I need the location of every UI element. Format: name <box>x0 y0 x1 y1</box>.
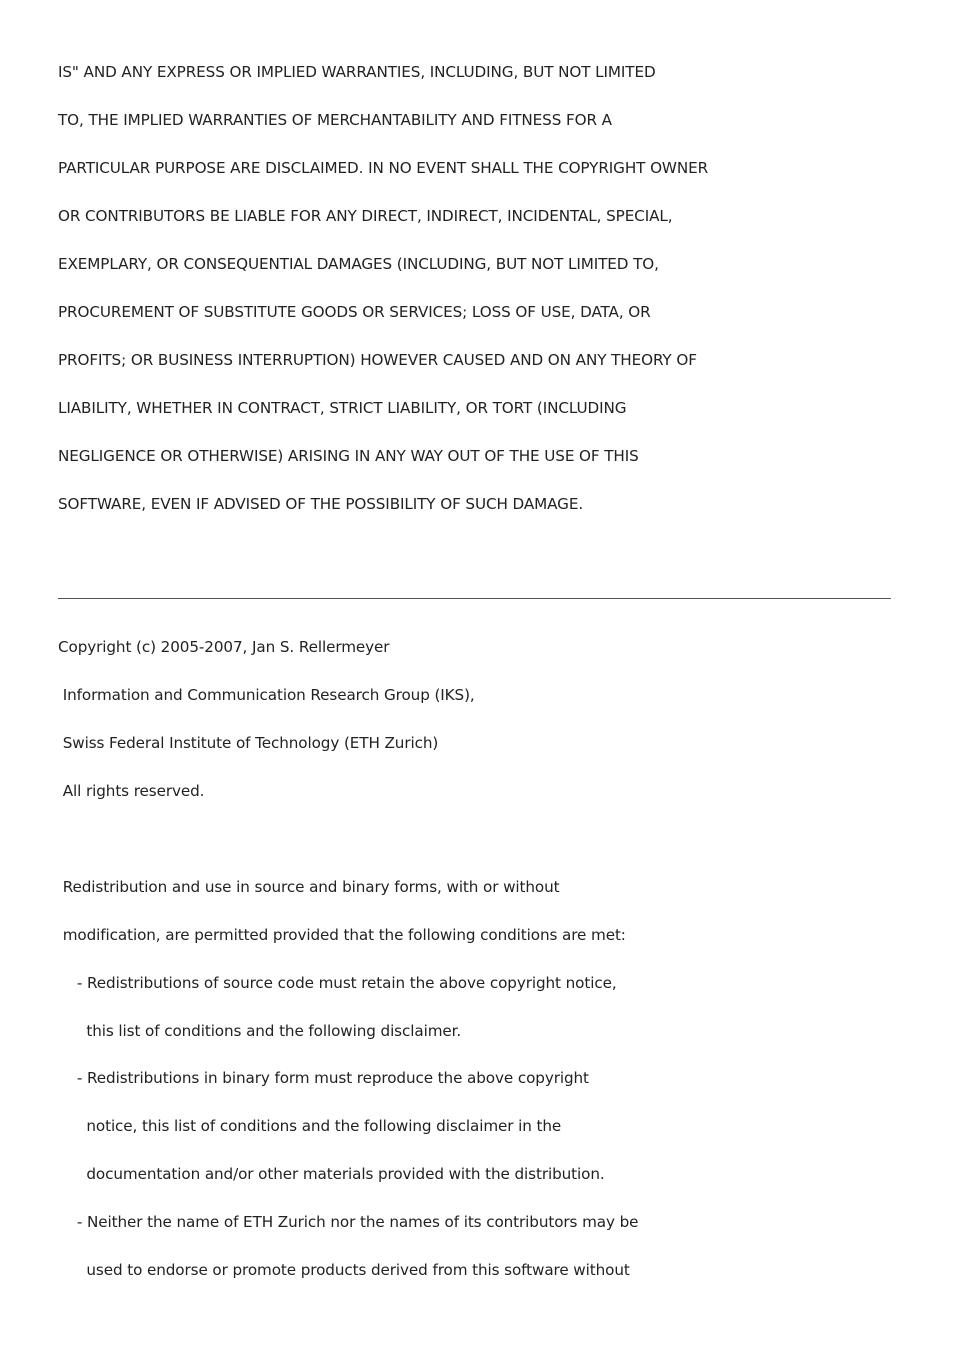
license-line: notice, this list of conditions and the following disclaimer in the <box>58 1117 562 1135</box>
disclaimer-line: EXEMPLARY, OR CONSEQUENTIAL DAMAGES (INCLUDING, BUT NOT LIMITED TO, <box>58 255 659 273</box>
license-line: used to endorse or promote products derived from this software without <box>58 1261 630 1279</box>
disclaimer-line: NEGLIGENCE OR OTHERWISE) ARISING IN ANY WAY OUT OF THE USE OF THIS <box>58 447 639 465</box>
license-line: - Neither the name of ETH Zurich nor the names of its contributors may be <box>58 1213 639 1231</box>
disclaimer-line: OR CONTRIBUTORS BE LIABLE FOR ANY DIRECT, INDIRECT, INCIDENTAL, SPECIAL, <box>58 207 673 225</box>
license-line: All rights reserved. <box>58 782 205 800</box>
disclaimer-line: TO, THE IMPLIED WARRANTIES OF MERCHANTABILITY AND FITNESS FOR A <box>58 111 612 129</box>
license-line: modification, are permitted provided that the following conditions are met: <box>58 926 626 944</box>
license-line: - Redistributions of source code must retain the above copyright notice, <box>58 974 617 992</box>
license-line: Information and Communication Research Group (IKS), <box>58 686 475 704</box>
copyright-line: Copyright (c) 2005-2007, Jan S. Rellermeyer <box>58 638 390 656</box>
license-line: - Redistributions in binary form must reproduce the above copyright <box>58 1069 589 1087</box>
disclaimer-line: IS" AND ANY EXPRESS OR IMPLIED WARRANTIES, INCLUDING, BUT NOT LIMITED <box>58 63 656 81</box>
section-divider <box>58 598 891 599</box>
license-line: Swiss Federal Institute of Technology (ETH Zurich) <box>58 734 439 752</box>
disclaimer-line: SOFTWARE, EVEN IF ADVISED OF THE POSSIBILITY OF SUCH DAMAGE. <box>58 495 584 513</box>
disclaimer-line: PROCUREMENT OF SUBSTITUTE GOODS OR SERVICES; LOSS OF USE, DATA, OR <box>58 303 651 321</box>
license-line: Redistribution and use in source and binary forms, with or without <box>58 878 560 896</box>
disclaimer-line: PROFITS; OR BUSINESS INTERRUPTION) HOWEVER CAUSED AND ON ANY THEORY OF <box>58 351 697 369</box>
license-line: documentation and/or other materials provided with the distribution. <box>58 1165 605 1183</box>
license-line: this list of conditions and the following disclaimer. <box>58 1022 462 1040</box>
disclaimer-line: PARTICULAR PURPOSE ARE DISCLAIMED. IN NO EVENT SHALL THE COPYRIGHT OWNER <box>58 159 709 177</box>
disclaimer-line: LIABILITY, WHETHER IN CONTRACT, STRICT LIABILITY, OR TORT (INCLUDING <box>58 399 627 417</box>
